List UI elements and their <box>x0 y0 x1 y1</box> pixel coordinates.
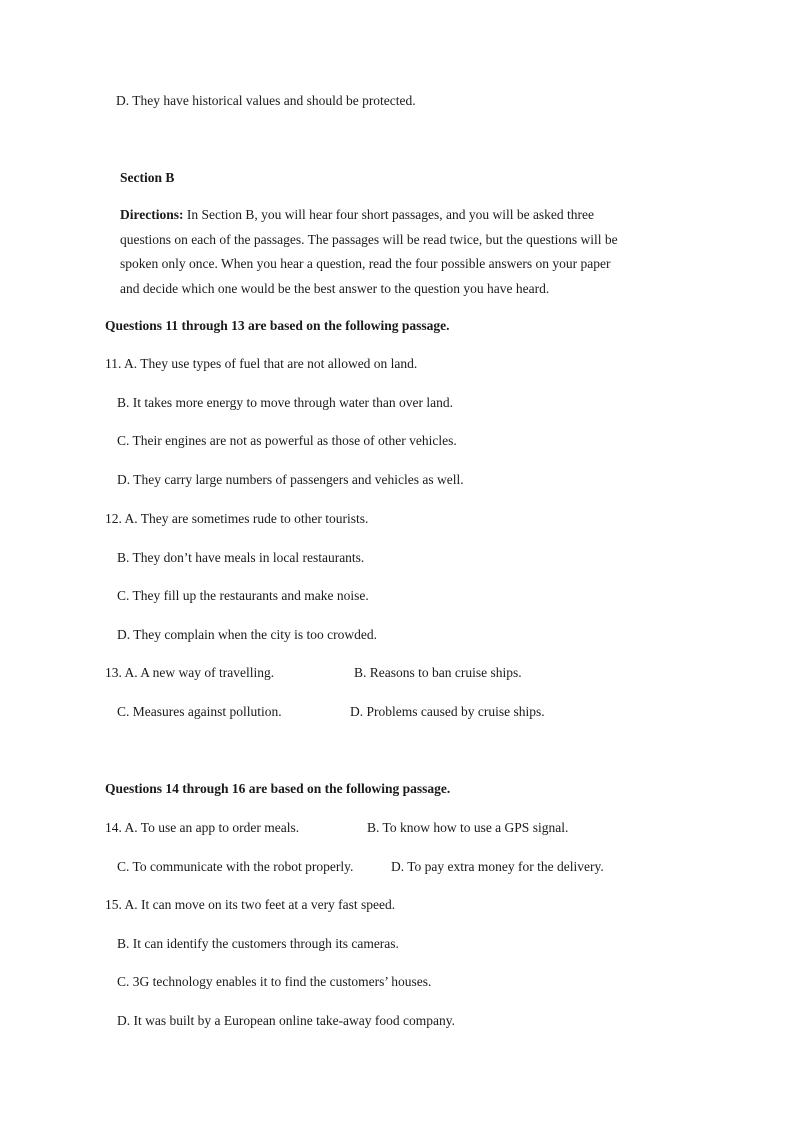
q15-option-a: 15. A. It can move on its two feet at a very fast speed. <box>105 897 396 912</box>
q15-option-d: D. It was built by a European online take-away food company. <box>117 1013 456 1028</box>
q12-option-a: 12. A. They are sometimes rude to other tourists. <box>105 511 369 526</box>
section-title: Section B <box>120 170 175 185</box>
q13-option-c: C. Measures against pollution. <box>117 704 282 719</box>
q12-option-c: C. They fill up the restaurants and make noise. <box>117 588 369 603</box>
q13-option-d: D. Problems caused by cruise ships. <box>350 704 545 719</box>
q11-option-b: B. It takes more energy to move through water than over land. <box>117 395 454 410</box>
q11-option-d: D. They carry large numbers of passengers and vehicles as well. <box>117 472 464 487</box>
q10-option-d: D. They have historical values and should be protected. <box>116 93 416 108</box>
q11-option-a: 11. A. They use types of fuel that are not allowed on land. <box>105 356 418 371</box>
q14-option-b: B. To know how to use a GPS signal. <box>367 820 569 835</box>
q14-option-a: 14. A. To use an app to order meals. <box>105 820 300 835</box>
q14-option-c: C. To communicate with the robot properly. <box>117 859 354 874</box>
group2-heading: Questions 14 through 16 are based on the following passage. <box>105 781 451 796</box>
q11-option-c: C. Their engines are not as powerful as those of other vehicles. <box>117 433 457 448</box>
q15-option-b: B. It can identify the customers through its cameras. <box>117 936 399 951</box>
group1-heading: Questions 11 through 13 are based on the following passage. <box>105 318 450 333</box>
directions-label: Directions: <box>120 207 184 222</box>
directions-text: In Section B, you will hear four short passages, and you will be asked three questions on each of the passages. The passages will be read twice, but the questions will be spoken only once. When you hear a question, read the four possible answers on your paper and decide which one would be the best answer to the question you have heard. <box>120 207 618 296</box>
q14-option-d: D. To pay extra money for the delivery. <box>391 859 604 874</box>
q13-option-b: B. Reasons to ban cruise ships. <box>354 665 522 680</box>
q15-option-c: C. 3G technology enables it to find the customers’ houses. <box>117 974 432 989</box>
q12-option-d: D. They complain when the city is too crowded. <box>117 627 377 642</box>
directions-paragraph <box>120 203 630 301</box>
q13-option-a: 13. A. A new way of travelling. <box>105 665 275 680</box>
q12-option-b: B. They don’t have meals in local restaurants. <box>117 550 365 565</box>
